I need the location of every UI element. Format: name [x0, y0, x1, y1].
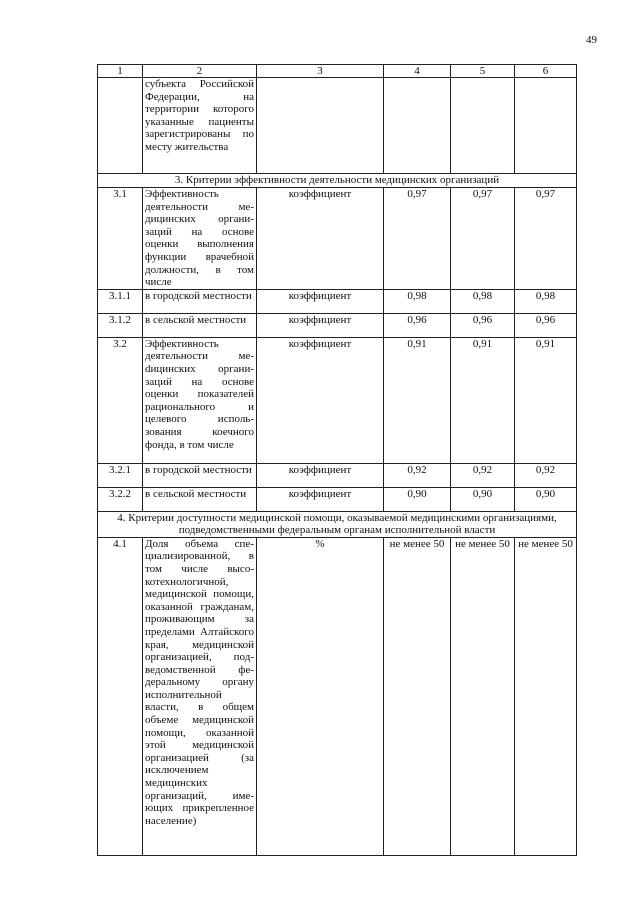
value-cell-year-1: не менее 50: [384, 537, 451, 855]
unit-cell: коэффициент: [257, 337, 384, 463]
indicator-cell: в городской местности: [143, 463, 257, 487]
section-title: 3. Критерии эффективности деятельности медицинских организаций: [98, 174, 577, 188]
value-cell-year-2: 0,98: [451, 289, 515, 313]
section-header-row: [98, 511, 577, 537]
table-row: [98, 463, 577, 487]
value-cell-year-3: 0,91: [515, 337, 577, 463]
table-row: [98, 313, 577, 337]
row-number-cell: 3.2.2: [98, 487, 143, 511]
table-row: [98, 337, 577, 463]
value-cell-year-2: [451, 78, 515, 174]
table-row: [98, 289, 577, 313]
indicator-cell: Эффективность деятельности меdицинских организаций на основе оценки показателей рационального и целевого использования коечного фонда, в том числе: [143, 337, 257, 463]
value-cell-year-2: 0,97: [451, 188, 515, 290]
table-row: [98, 537, 577, 855]
unit-cell: %: [257, 537, 384, 855]
section-title: 4. Критерии доступности медицинской помощи, оказываемой медицинскими организациями, подведомственными федеральным органам исполнительной власти: [98, 511, 577, 537]
indicator-cell: в городской местности: [143, 289, 257, 313]
value-cell-year-2: не менее 50: [451, 537, 515, 855]
unit-cell: коэффициент: [257, 289, 384, 313]
value-cell-year-3: [515, 78, 577, 174]
value-cell-year-2: 0,91: [451, 337, 515, 463]
value-cell-year-3: 0,96: [515, 313, 577, 337]
value-cell-year-1: 0,97: [384, 188, 451, 290]
indicator-cell: Доля объема специализированной, в том числе высокотехнологичной, медицинской помощи, оказанной гражданам, проживающим за пределами Алтайского края, медицинской организацией, подведомственной федеральному органу исполнительной власти, в общем объеме медицинской помощи, оказанной этой медицинской организацией (за исключением медицинских организаций, имеющих прикрепленное население): [143, 537, 257, 855]
header-cell: 4: [384, 65, 451, 78]
value-cell-year-1: 0,98: [384, 289, 451, 313]
header-cell: 3: [257, 65, 384, 78]
row-number-cell: 4.1: [98, 537, 143, 855]
unit-cell: коэффициент: [257, 487, 384, 511]
indicator-cell: в сельской местности: [143, 487, 257, 511]
row-number-cell: 3.1.1: [98, 289, 143, 313]
row-number-cell: 3.2.1: [98, 463, 143, 487]
criteria-table-body: [98, 65, 577, 856]
unit-cell: коэффициент: [257, 463, 384, 487]
value-cell-year-1: 0,96: [384, 313, 451, 337]
value-cell-year-1: 0,92: [384, 463, 451, 487]
table-row: [98, 188, 577, 290]
table-header-row: [98, 65, 577, 78]
indicator-cell: в сельской местности: [143, 313, 257, 337]
indicator-cell: субъекта Российской Федерации, на территории которого указанные пациенты зарегистрированы по месту жительства: [143, 78, 257, 174]
section-header-row: [98, 174, 577, 188]
value-cell-year-1: 0,90: [384, 487, 451, 511]
criteria-table: [97, 64, 577, 856]
table-row: [98, 487, 577, 511]
unit-cell: [257, 78, 384, 174]
unit-cell: коэффициент: [257, 188, 384, 290]
header-cell: 2: [143, 65, 257, 78]
unit-cell: коэффициент: [257, 313, 384, 337]
value-cell-year-1: [384, 78, 451, 174]
value-cell-year-2: 0,90: [451, 487, 515, 511]
header-cell: 1: [98, 65, 143, 78]
header-cell: 6: [515, 65, 577, 78]
value-cell-year-2: 0,92: [451, 463, 515, 487]
row-number-cell: 3.1: [98, 188, 143, 290]
row-number-cell: [98, 78, 143, 174]
row-number-cell: 3.2: [98, 337, 143, 463]
row-number-cell: 3.1.2: [98, 313, 143, 337]
value-cell-year-3: 0,90: [515, 487, 577, 511]
value-cell-year-2: 0,96: [451, 313, 515, 337]
value-cell-year-3: 0,97: [515, 188, 577, 290]
value-cell-year-3: не менее 50: [515, 537, 577, 855]
value-cell-year-1: 0,91: [384, 337, 451, 463]
table-row: [98, 78, 577, 174]
indicator-cell: Эффективность деятельности медицинских организаций на основе оценки выполнения функции врачебной должности, в том числе: [143, 188, 257, 290]
value-cell-year-3: 0,98: [515, 289, 577, 313]
header-cell: 5: [451, 65, 515, 78]
page-number: 49: [586, 34, 597, 46]
value-cell-year-3: 0,92: [515, 463, 577, 487]
